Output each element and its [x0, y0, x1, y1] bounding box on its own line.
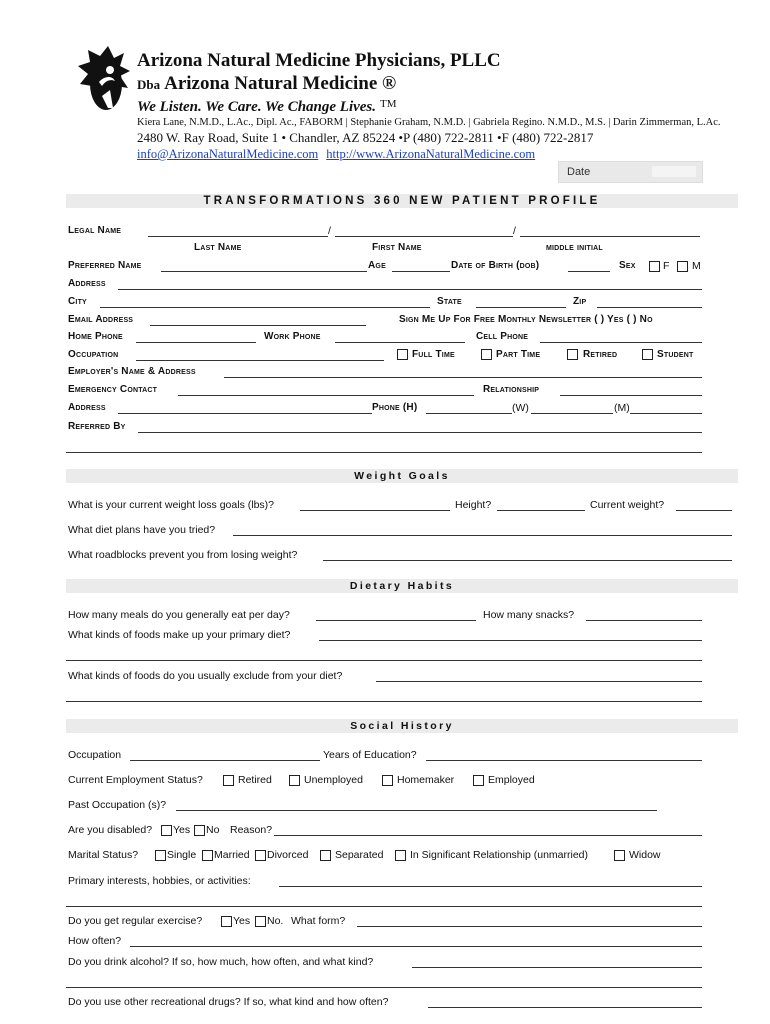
dba-name: Arizona Natural Medicine ®	[164, 73, 397, 94]
marital-status-label: Marital Status?	[68, 849, 139, 861]
middle-initial-caption: middle initial	[546, 242, 603, 253]
exclude-foods-question: What kinds of foods do you usually exclude from your diet?	[68, 670, 343, 682]
exercise-no-checkbox[interactable]	[255, 916, 266, 927]
primary-diet-question: What kinds of foods make up your primary diet?	[68, 629, 291, 641]
roadblocks-input[interactable]	[323, 560, 732, 561]
weight-goal-input[interactable]	[300, 510, 450, 511]
employment-status-label: Current Employment Status?	[68, 774, 203, 786]
address-label: Address	[68, 278, 106, 289]
state-input[interactable]	[476, 307, 566, 308]
emp-retired-checkbox[interactable]	[223, 775, 234, 786]
exclude-foods-line-2[interactable]	[66, 701, 702, 702]
full-time-label: Full Time	[412, 349, 455, 360]
social-occupation-label: Occupation	[68, 749, 122, 761]
interests-line-2[interactable]	[66, 906, 702, 907]
tagline-row	[137, 98, 397, 116]
middle-initial-input[interactable]	[520, 236, 700, 237]
sex-f-label: F	[663, 260, 670, 272]
reason-label: Reason?	[230, 824, 273, 836]
widow-label: Widow	[629, 849, 661, 861]
disabled-yes-checkbox[interactable]	[161, 825, 172, 836]
emp-unemployed-checkbox[interactable]	[289, 775, 300, 786]
city-label: City	[68, 296, 87, 307]
website-link[interactable]: http://www.ArizonaNaturalMedicine.com	[326, 147, 536, 161]
zip-input[interactable]	[597, 307, 702, 308]
sex-m-checkbox[interactable]	[677, 261, 688, 272]
clinic-logo	[74, 42, 136, 124]
contact-phone-h-label: Phone (H)	[372, 402, 418, 413]
date-input[interactable]	[652, 166, 696, 177]
significant-relationship-label: In Significant Relationship (unmarried)	[410, 849, 589, 861]
preferred-name-label: Preferred Name	[68, 260, 142, 271]
diet-plans-question: What diet plans have you tried?	[68, 524, 216, 536]
name-separator: /	[328, 225, 331, 237]
name-separator: /	[513, 225, 516, 237]
reason-input[interactable]	[274, 835, 702, 836]
dob-input[interactable]	[568, 271, 610, 272]
work-phone-input[interactable]	[335, 342, 465, 343]
interests-question: Primary interests, hobbies, or activities:	[68, 875, 251, 887]
age-label: Age	[368, 260, 386, 271]
alcohol-line-2[interactable]	[66, 987, 702, 988]
disabled-no-label: No	[206, 824, 220, 836]
legal-name-label: Legal Name	[68, 225, 122, 236]
student-checkbox[interactable]	[642, 349, 653, 360]
newsletter-option[interactable]: Sign Me Up For Free Monthly Newsletter ( ) Yes ( ) No	[399, 314, 653, 325]
current-weight-input[interactable]	[676, 510, 732, 511]
relationship-input[interactable]	[560, 395, 702, 396]
last-name-input[interactable]	[148, 236, 328, 237]
tagline: We Listen. We Care. We Change Lives.	[137, 99, 377, 115]
snacks-question: How many snacks?	[483, 609, 575, 621]
height-input[interactable]	[497, 510, 585, 511]
separated-checkbox[interactable]	[320, 850, 331, 861]
what-form-input[interactable]	[357, 926, 702, 927]
widow-checkbox[interactable]	[614, 850, 625, 861]
exercise-yes-label: Yes	[233, 915, 251, 927]
state-label: State	[437, 296, 462, 307]
emergency-contact-label: Emergency Contact	[68, 384, 158, 395]
current-weight-label: Current weight?	[590, 499, 665, 511]
drugs-question: Do you use other recreational drugs? If so, what kind and how often?	[68, 996, 389, 1008]
meals-input[interactable]	[316, 620, 476, 621]
email-link[interactable]: info@ArizonaNaturalMedicine.com	[137, 147, 319, 161]
dba-line	[137, 73, 396, 95]
contact-address-label: Address	[68, 402, 106, 413]
disabled-no-checkbox[interactable]	[194, 825, 205, 836]
contact-phone-m-label: (M)	[614, 402, 630, 414]
referred-by-line-2[interactable]	[66, 452, 702, 453]
emp-homemaker-checkbox[interactable]	[382, 775, 393, 786]
contact-phone-m-input[interactable]	[630, 413, 702, 414]
home-phone-input[interactable]	[136, 342, 256, 343]
retired-label: Retired	[583, 349, 618, 360]
clinic-address: 2480 W. Ray Road, Suite 1 • Chandler, AZ 85224 •P (480) 722-2811 •F (480) 722-2817	[137, 130, 594, 145]
date-label: Date	[567, 166, 591, 178]
address-input[interactable]	[118, 289, 702, 290]
divorced-checkbox[interactable]	[255, 850, 266, 861]
first-name-input[interactable]	[335, 236, 513, 237]
past-occupation-input[interactable]	[176, 810, 657, 811]
married-label: Married	[214, 849, 250, 861]
emp-employed-label: Employed	[488, 774, 535, 786]
emp-unemployed-label: Unemployed	[304, 774, 363, 786]
exercise-question: Do you get regular exercise?	[68, 915, 203, 927]
part-time-checkbox[interactable]	[481, 349, 492, 360]
employer-input[interactable]	[224, 377, 702, 378]
single-checkbox[interactable]	[155, 850, 166, 861]
exercise-yes-checkbox[interactable]	[221, 916, 232, 927]
single-label: Single	[167, 849, 197, 861]
city-input[interactable]	[100, 307, 430, 308]
preferred-name-input[interactable]	[161, 271, 367, 272]
social-history-heading: Social History	[66, 719, 738, 733]
divorced-label: Divorced	[267, 849, 309, 861]
separated-label: Separated	[335, 849, 384, 861]
emp-homemaker-label: Homemaker	[397, 774, 455, 786]
exclude-foods-input[interactable]	[376, 681, 702, 682]
primary-diet-line-2[interactable]	[66, 660, 702, 661]
disabled-yes-label: Yes	[173, 824, 191, 836]
retired-checkbox[interactable]	[567, 349, 578, 360]
staff-list: Kiera Lane, N.M.D., L.Ac., Dipl. Ac., FABORM | Stephanie Graham, N.M.D. | Gabriela Regino. N.M.D., M.S. | Darin Zimmerman, L.Ac.	[137, 117, 721, 128]
sex-label: Sex	[619, 260, 636, 271]
drugs-input[interactable]	[428, 1007, 702, 1008]
sex-f-checkbox[interactable]	[649, 261, 660, 272]
snacks-input[interactable]	[586, 620, 702, 621]
full-time-checkbox[interactable]	[397, 349, 408, 360]
height-label: Height?	[455, 499, 492, 511]
dob-label: Date of Birth (dob)	[451, 260, 540, 271]
referred-by-label: Referred By	[68, 421, 126, 432]
part-time-label: Part Time	[496, 349, 541, 360]
form-title: TRANSFORMATIONS 360 NEW PATIENT PROFILE	[66, 194, 738, 208]
diet-plans-input[interactable]	[233, 535, 732, 536]
meals-question: How many meals do you generally eat per day?	[68, 609, 290, 621]
alcohol-input[interactable]	[412, 967, 702, 968]
how-often-label: How often?	[68, 935, 122, 947]
trademark: TM	[380, 98, 397, 110]
email-input[interactable]	[150, 325, 366, 326]
work-phone-label: Work Phone	[264, 331, 321, 342]
home-phone-label: Home Phone	[68, 331, 123, 342]
contact-phone-w-label: (W)	[512, 402, 529, 414]
cell-phone-input[interactable]	[540, 342, 702, 343]
occupation-label: Occupation	[68, 349, 119, 360]
education-label: Years of Education?	[323, 749, 417, 761]
primary-diet-input[interactable]	[319, 640, 702, 641]
past-occupation-label: Past Occupation (s)?	[68, 799, 167, 811]
weight-goals-heading: Weight Goals	[66, 469, 738, 483]
emp-retired-label: Retired	[238, 774, 272, 786]
zip-label: Zip	[573, 296, 587, 307]
disabled-question: Are you disabled?	[68, 824, 153, 836]
student-label: Student	[657, 349, 694, 360]
last-name-caption: Last Name	[194, 242, 242, 253]
married-checkbox[interactable]	[202, 850, 213, 861]
contact-address-input[interactable]	[118, 413, 372, 414]
education-input[interactable]	[426, 760, 702, 761]
cell-phone-label: Cell Phone	[476, 331, 529, 342]
what-form-label: What form?	[291, 915, 346, 927]
roadblocks-question: What roadblocks prevent you from losing weight?	[68, 549, 298, 561]
email-label: Email Address	[68, 314, 134, 325]
age-input[interactable]	[392, 271, 450, 272]
employer-label: Employer's Name & Address	[68, 366, 196, 377]
contact-phone-w-input[interactable]	[531, 413, 613, 414]
first-name-caption: First Name	[372, 242, 422, 253]
sex-m-label: M	[692, 260, 701, 272]
dba-prefix: Dba	[137, 77, 161, 92]
weight-goal-question: What is your current weight loss goals (lbs)?	[68, 499, 274, 511]
exercise-no-label: No.	[267, 915, 284, 927]
relationship-label: Relationship	[483, 384, 540, 395]
how-often-input[interactable]	[130, 946, 702, 947]
interests-input[interactable]	[279, 886, 702, 887]
date-field[interactable]	[558, 161, 703, 183]
referred-by-input[interactable]	[138, 432, 702, 433]
emergency-contact-input[interactable]	[178, 395, 474, 396]
social-occupation-input[interactable]	[130, 760, 320, 761]
significant-relationship-checkbox[interactable]	[395, 850, 406, 861]
alcohol-question: Do you drink alcohol? If so, how much, how often, and what kind?	[68, 956, 374, 968]
emp-employed-checkbox[interactable]	[473, 775, 484, 786]
contact-phone-h-input[interactable]	[426, 413, 512, 414]
occupation-input[interactable]	[136, 360, 384, 361]
contact-links	[137, 145, 535, 163]
org-name: Arizona Natural Medicine Physicians, PLLC	[137, 50, 501, 71]
dietary-habits-heading: Dietary Habits	[66, 579, 738, 593]
